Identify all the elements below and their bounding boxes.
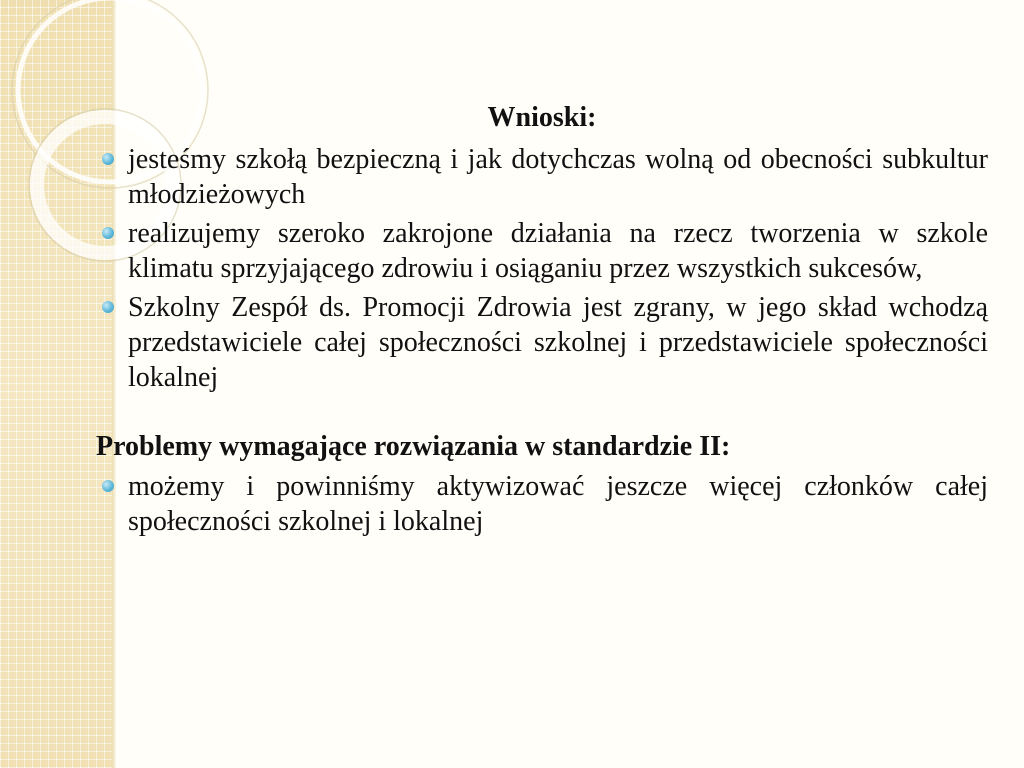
bullet-icon — [102, 153, 114, 165]
slide-content — [96, 98, 988, 543]
conclusions-heading: Wnioski: — [487, 102, 597, 133]
bullet-icon — [102, 301, 114, 313]
list-item — [96, 142, 988, 212]
bullet-icon — [102, 480, 114, 492]
list-item-text: Szkolny Zespół ds. Promocji Zdrowia jest zgrany, w jego skład wchodzą przedstawiciele całej społeczności szkolnej i przedstawiciele społeczności lokalnej — [128, 292, 988, 393]
problems-list — [96, 469, 988, 539]
list-item-text: możemy i powinniśmy aktywizować jeszcze więcej członków całej społeczności szkolnej i lokalnej — [128, 471, 988, 537]
list-item — [96, 469, 988, 539]
problems-heading: Problemy wymagające rozwiązania w standardzie II: — [96, 431, 731, 462]
conclusions-list — [96, 142, 988, 395]
list-item-text: realizujemy szeroko zakrojone działania na rzecz tworzenia w szkole klimatu sprzyjającego zdrowiu i osiąganiu przez wszystkich sukcesów, — [128, 218, 988, 284]
list-item-text: jesteśmy szkołą bezpieczną i jak dotychczas wolną od obecności subkultur młodzieżowych — [128, 144, 988, 210]
bullet-icon — [102, 227, 114, 239]
list-item — [96, 290, 988, 395]
list-item — [96, 216, 988, 286]
